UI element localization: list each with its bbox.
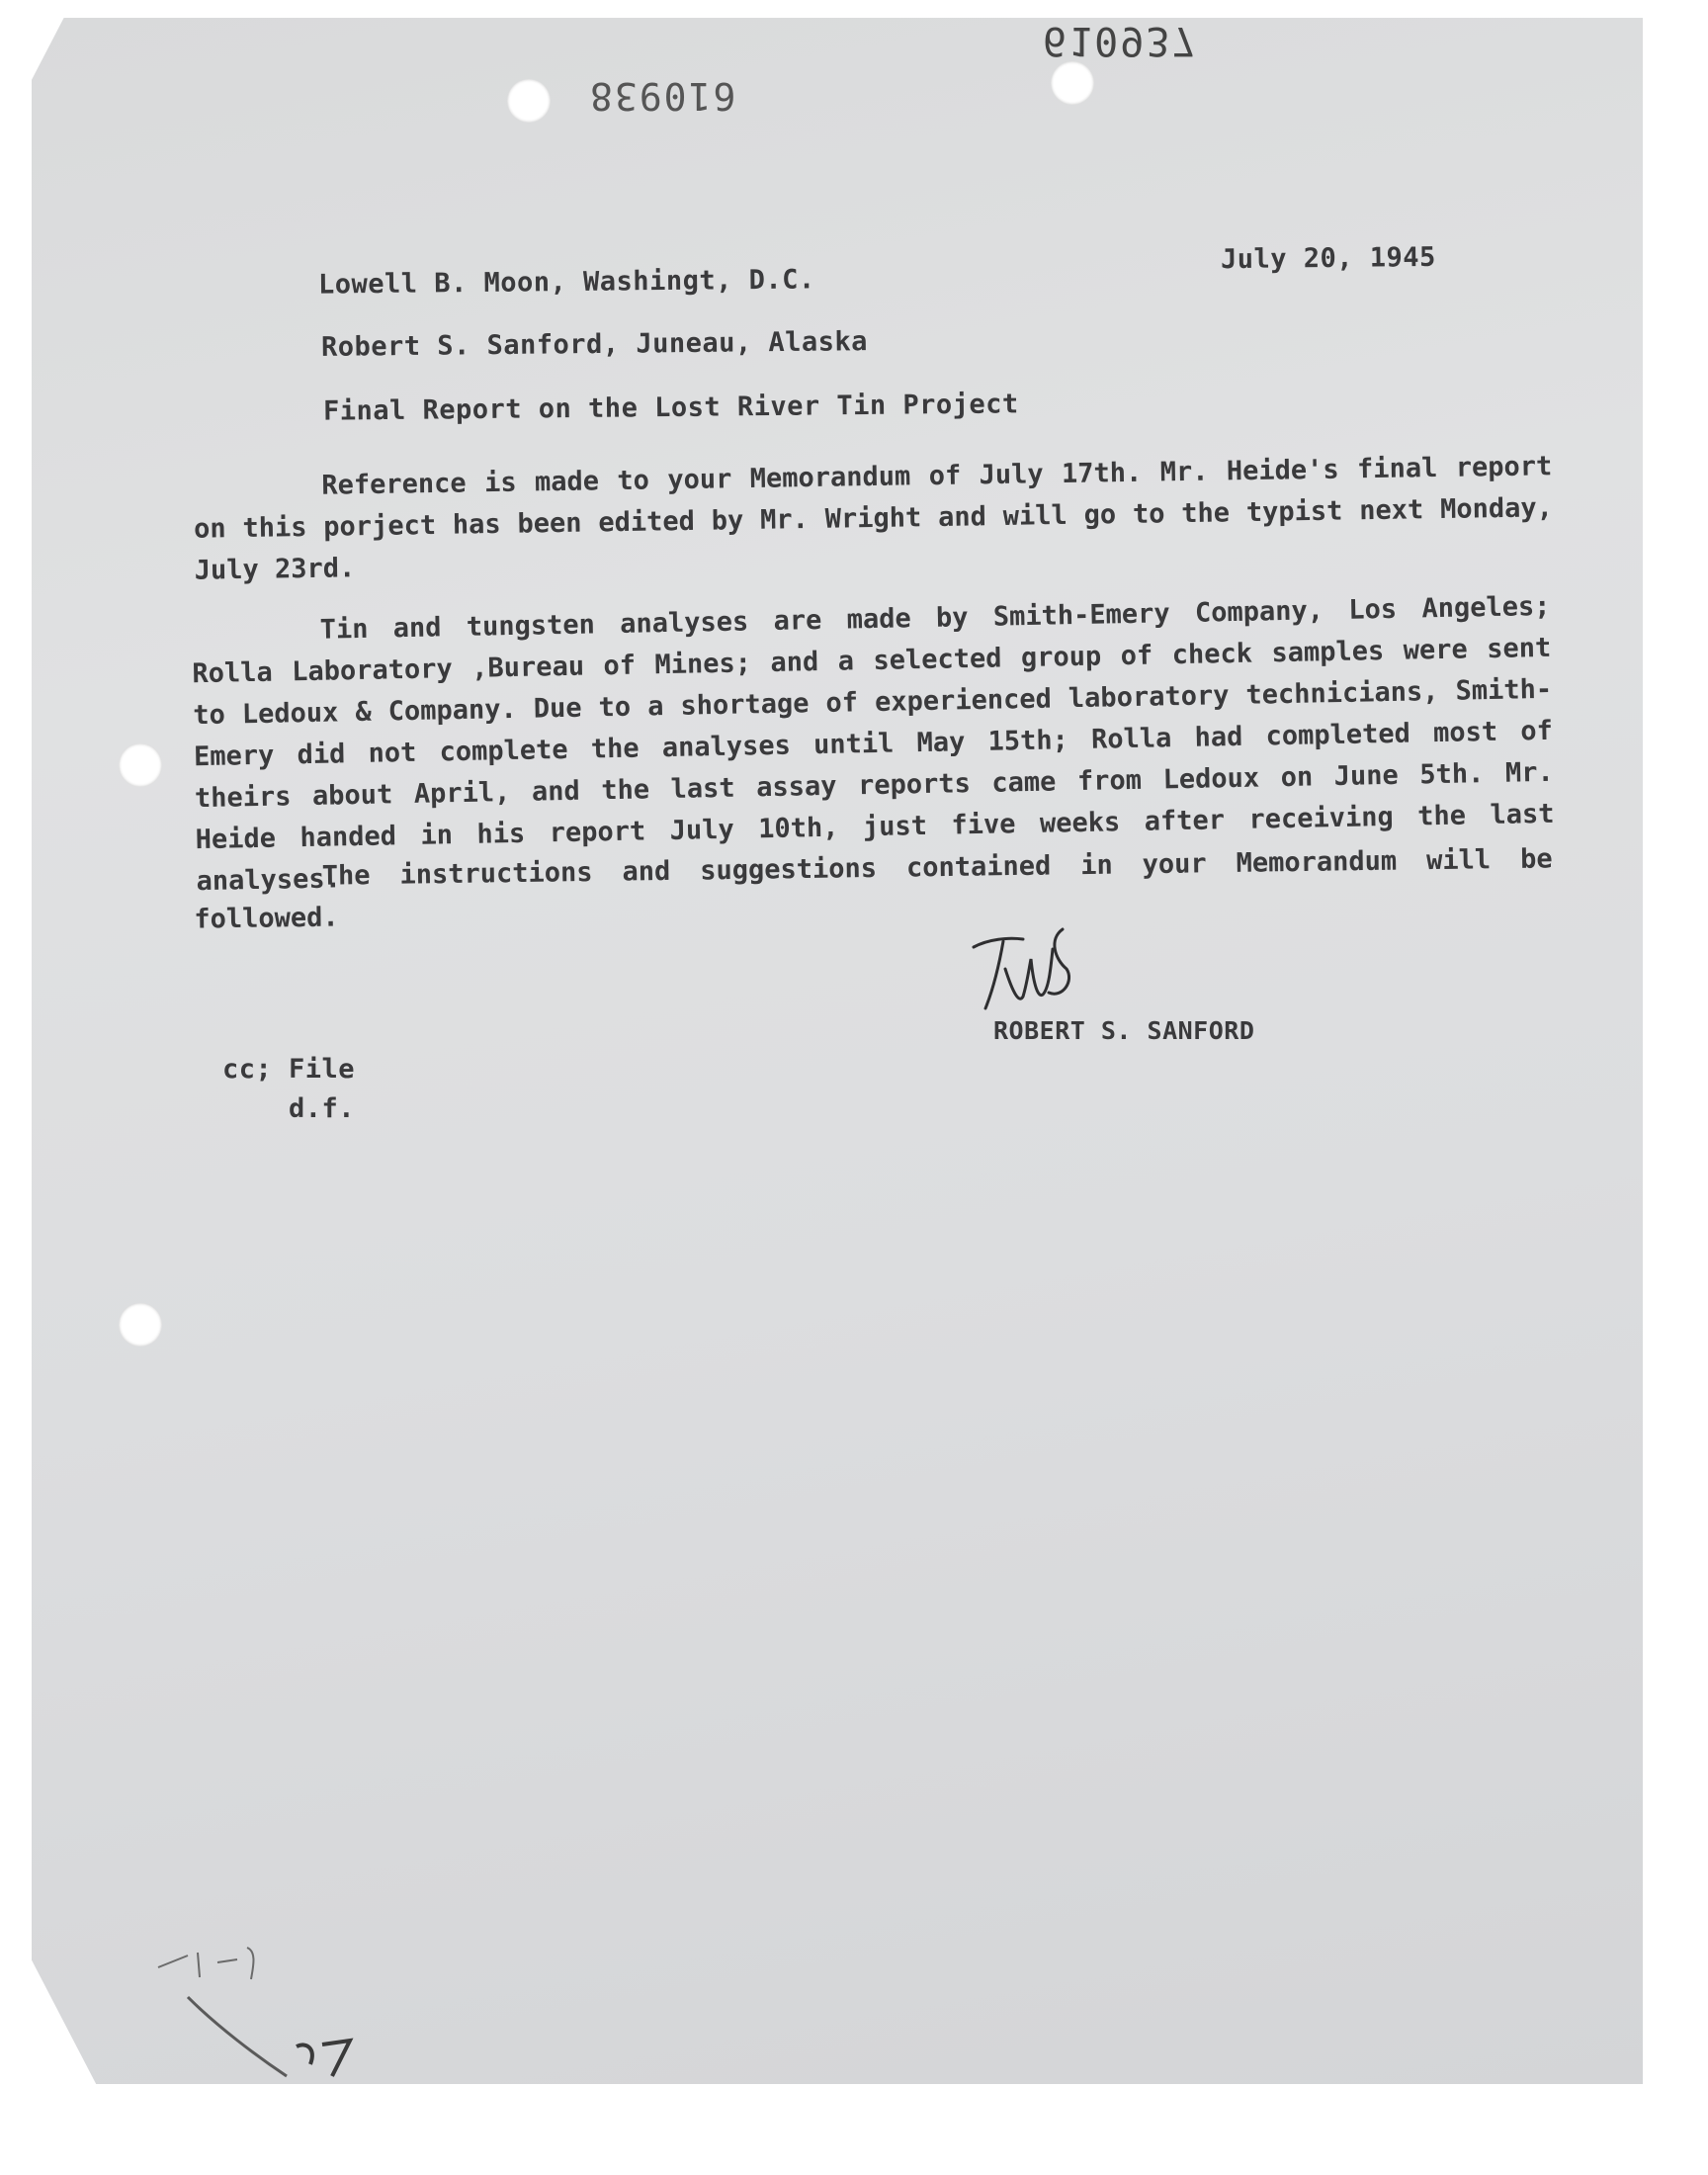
memo-paragraph-1: Reference is made to your Memorandum of July 17th. Mr. Heide's final report on this porject has been edited by Mr. Wright and will go to the typist next Monday, July 23rd. [193, 451, 1554, 586]
cc-line-1: cc; File [222, 1054, 356, 1085]
punch-hole-top-right [1051, 61, 1094, 105]
memo-date: July 20, 1945 [1220, 241, 1436, 276]
signature-name: ROBERT S. SANFORD [993, 1016, 1255, 1045]
punch-hole-top-left [507, 79, 551, 123]
signature-initials-mark [964, 910, 1082, 1028]
memo-subject: Final Report on the Lost River Tin Project [322, 389, 1019, 427]
pencil-scribble [128, 1938, 376, 2086]
cc-line-2: d.f. [289, 1093, 356, 1124]
memo-paragraph-3: The instructions and suggestions contained in your Memorandum will be followed. [194, 843, 1553, 935]
memo-paragraph-2: Tin and tungsten analyses are made by Smith-Emery Company, Los Angeles; Rolla Laboratory ,Bureau of Mines; and a selected group of check samples were sent to Ledoux & Company. Due to a shortage of experienced laboratory technicians, Smith-Emery did not complete the analyses until May 15th; Rolla had completed most of theirs about April, and the last assay reports came from Ledoux on June 5th. Mr. Heide handed in his report July 10th, just five weeks after receiving the last analyses. [192, 590, 1555, 898]
stamp-number-top-left: 610938 [588, 74, 736, 118]
stamp-number-top-right: 610937 [1043, 18, 1198, 63]
punch-hole-middle [119, 743, 162, 787]
memo-to: Lowell B. Moon, Washingt, D.C. [317, 264, 815, 301]
memo-from: Robert S. Sanford, Juneau, Alaska [320, 326, 869, 363]
punch-hole-lower [119, 1303, 162, 1347]
